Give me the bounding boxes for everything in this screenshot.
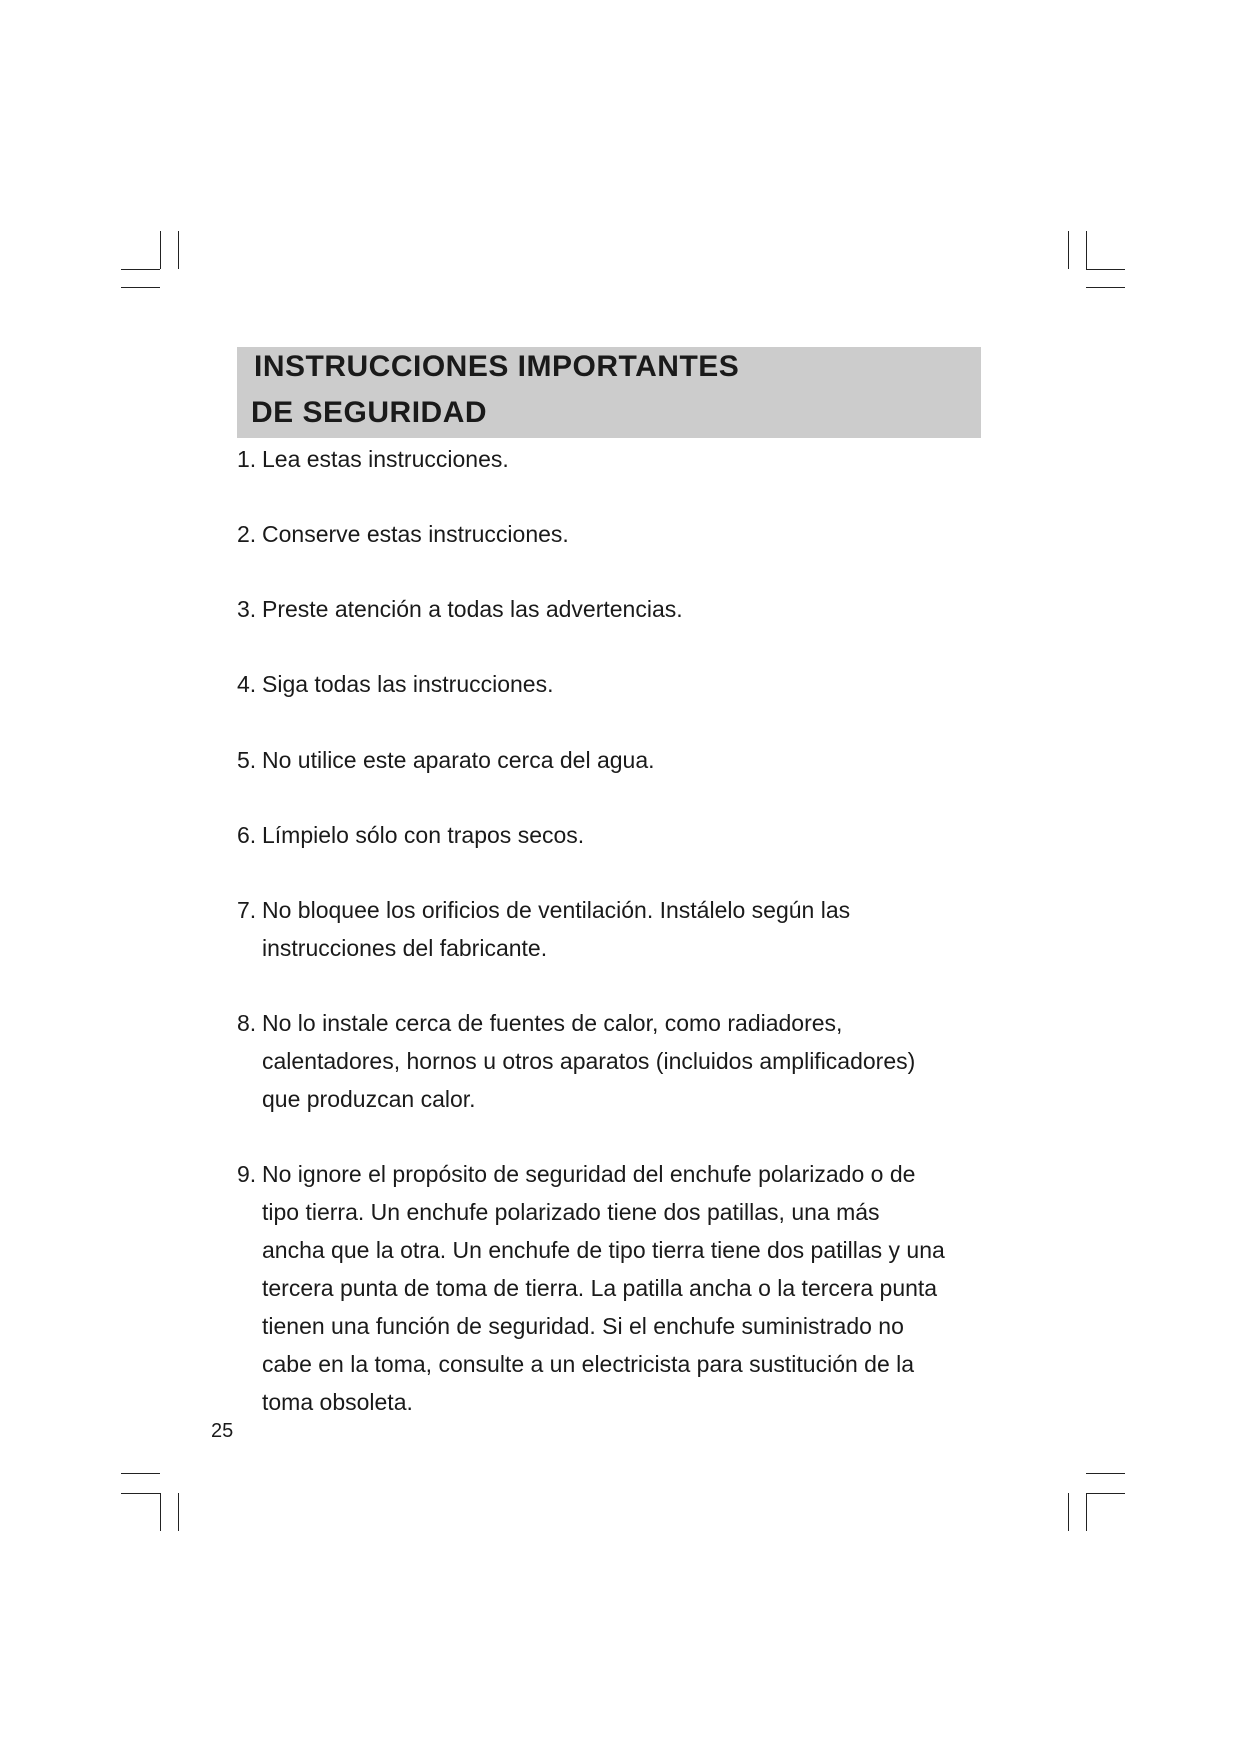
item-number: 4. xyxy=(237,671,257,697)
list-item xyxy=(237,891,850,967)
crop-mark xyxy=(1086,231,1087,269)
item-text: Siga todas las instrucciones. xyxy=(262,671,554,697)
crop-mark xyxy=(1086,1493,1087,1531)
page-title-line-2: DE SEGURIDAD xyxy=(251,396,488,429)
item-text: que produzcan calor. xyxy=(262,1086,476,1112)
item-text: tipo tierra. Un enchufe polarizado tiene dos patillas, una más xyxy=(262,1199,880,1225)
crop-mark xyxy=(121,269,160,270)
item-number: 3. xyxy=(237,596,257,622)
crop-mark xyxy=(178,1493,179,1531)
list-item xyxy=(237,741,655,779)
crop-mark xyxy=(121,1473,160,1474)
item-text: No ignore el propósito de seguridad del enchufe polarizado o de xyxy=(262,1161,916,1187)
crop-mark xyxy=(1086,1473,1125,1474)
list-item xyxy=(237,515,569,553)
item-text: tercera punta de toma de tierra. La patilla ancha o la tercera punta xyxy=(262,1275,938,1301)
item-number: 9. xyxy=(237,1161,257,1187)
item-text: calentadores, hornos u otros aparatos (incluidos amplificadores) xyxy=(262,1048,916,1074)
list-item xyxy=(237,1004,915,1118)
item-text: No bloquee los orificios de ventilación. Instálelo según las xyxy=(262,897,851,923)
item-text: Conserve estas instrucciones. xyxy=(262,521,569,547)
item-number: 7. xyxy=(237,897,257,923)
item-text: Preste atención a todas las advertencias. xyxy=(262,596,683,622)
item-number: 6. xyxy=(237,822,257,848)
list-item xyxy=(237,590,683,628)
crop-mark xyxy=(178,231,179,269)
page-number: 25 xyxy=(211,1420,234,1442)
item-text: instrucciones del fabricante. xyxy=(262,935,548,961)
crop-mark xyxy=(1068,231,1069,269)
list-item xyxy=(237,816,584,854)
crop-mark xyxy=(1086,269,1125,270)
list-item xyxy=(237,1155,945,1421)
item-number: 1. xyxy=(237,446,257,472)
list-item xyxy=(237,440,509,478)
crop-mark xyxy=(1068,1493,1069,1531)
item-number: 2. xyxy=(237,521,257,547)
item-text: No utilice este aparato cerca del agua. xyxy=(262,747,655,773)
crop-mark xyxy=(121,287,160,288)
item-text: Lea estas instrucciones. xyxy=(262,446,509,472)
crop-mark xyxy=(1086,1493,1125,1494)
item-number: 5. xyxy=(237,747,257,773)
item-number: 8. xyxy=(237,1010,257,1036)
item-text: toma obsoleta. xyxy=(262,1389,413,1415)
page-title-line-1: INSTRUCCIONES IMPORTANTES xyxy=(254,350,740,383)
list-item xyxy=(237,665,554,703)
item-text: Límpielo sólo con trapos secos. xyxy=(262,822,585,848)
crop-mark xyxy=(160,1493,161,1531)
item-text: ancha que la otra. Un enchufe de tipo tierra tiene dos patillas y una xyxy=(262,1237,945,1263)
crop-mark xyxy=(121,1493,160,1494)
item-text: No lo instale cerca de fuentes de calor, como radiadores, xyxy=(262,1010,843,1036)
crop-mark xyxy=(1086,287,1125,288)
crop-mark xyxy=(160,231,161,269)
item-text: tienen una función de seguridad. Si el enchufe suministrado no xyxy=(262,1313,904,1339)
item-text: cabe en la toma, consulte a un electricista para sustitución de la xyxy=(262,1351,915,1377)
